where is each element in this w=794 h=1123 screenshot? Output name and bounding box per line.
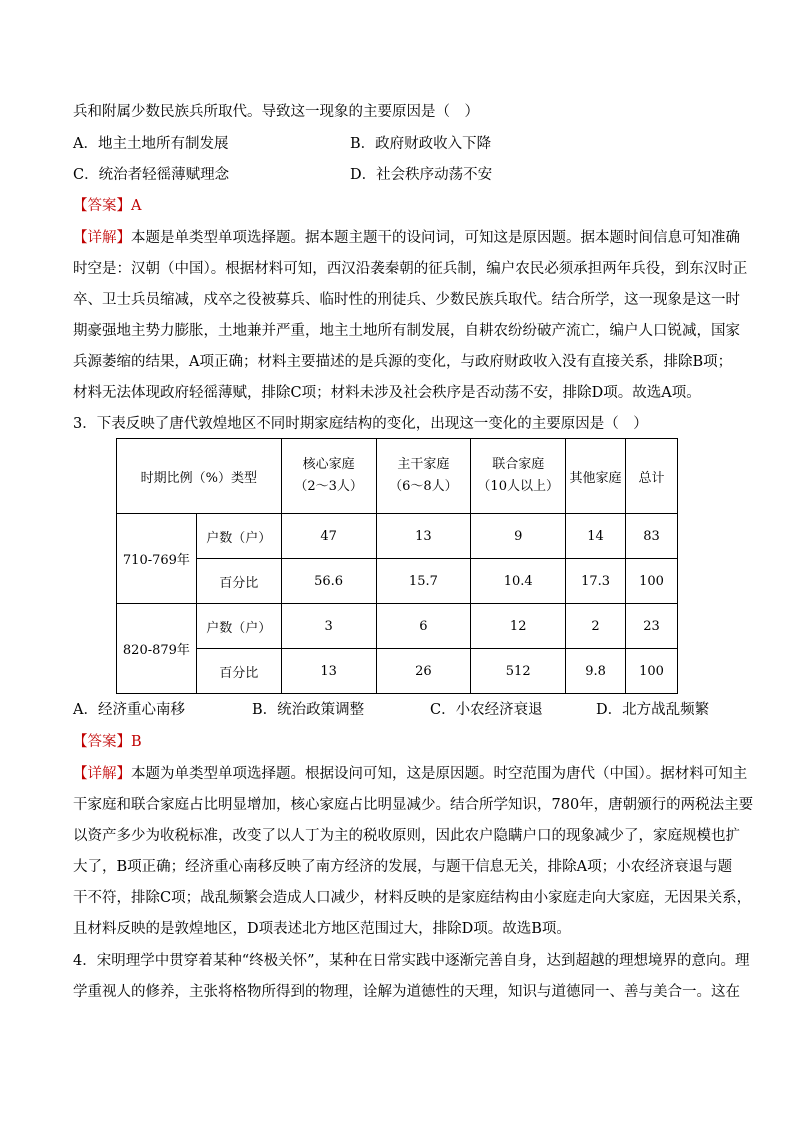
header-joint-family: 联合家庭 （10人以上） [471,439,566,514]
table-cell: 2 [566,604,626,649]
q3-detail-line-4: 大了，B项正确；经济重心南移反映了南方经济的发展，与题干信息无关，排除A项；小农经济衰退与题 [73,859,733,875]
q3-detail-label: 【详解】 [73,766,131,782]
q3-detail-line-1 [73,764,747,784]
q3-detail-text-1: 本题为单类型单项选择题。根据设问可知，这是原因题。时空范围为唐代（中国）。据材料可知主 [131,766,748,782]
q3-option-b: B．统治政策调整 [252,702,365,718]
table-cell: 100 [626,649,678,694]
table-cell: 15.7 [376,559,471,604]
row-label-cell: 户数（户） [196,514,281,559]
table-cell: 26 [376,649,471,694]
q2-detail-line-3: 卒、卫士兵员缩减，戍卒之役被募兵、临时性的刑徒兵、少数民族兵取代。结合所学，这一现象是这一时 [73,292,740,308]
q2-option-c: C．统治者轻徭薄赋理念 [73,167,230,183]
table-cell: 13 [281,649,376,694]
q2-detail-line-6: 材料无法体现政府轻徭薄赋，排除C项；材料未涉及社会秩序是否动荡不安，排除D项。故选A项。 [73,385,701,401]
period-cell: 710-769年 [117,514,197,604]
table-cell: 6 [376,604,471,649]
q2-detail-line-5: 兵源萎缩的结果，A项正确；材料主要描述的是兵源的变化，与政府财政收入没有直接关系，排除B项； [73,354,733,370]
q2-detail-line-4: 期豪强地主势力膨胀，土地兼并严重，地主土地所有制发展，自耕农纷纷破产流亡，编户人口锐减，国家 [73,323,740,339]
family-structure-table [116,438,678,694]
q3-detail-line-5: 干不符，排除C项；战乱频繁会造成人口减少，材料反映的是家庭结构由小家庭走向大家庭，无因果关系， [73,890,752,906]
table-cell: 512 [471,649,566,694]
q2-option-a: A．地主土地所有制发展 [73,136,229,152]
table-cell: 9 [471,514,566,559]
table-cell: 12 [471,604,566,649]
table-cell: 17.3 [566,559,626,604]
q4-stem-line-2: 学重视人的修养，主张将格物所得到的物理，诠解为道德性的天理，知识与道德同一、善与美合一。这在 [73,984,740,1000]
table-cell: 47 [281,514,376,559]
table-cell: 83 [626,514,678,559]
q2-option-d: D．社会秩序动荡不安 [350,167,493,183]
table-cell: 56.6 [281,559,376,604]
q4-stem-line-1: 4．宋明理学中贯穿着某种“终极关怀”，某种在日常实践中逐渐完善自身，达到超越的理想境界的意向。理 [73,953,750,969]
table-cell: 23 [626,604,678,649]
table-header-row [117,439,678,514]
row-label-cell: 百分比 [196,649,281,694]
q2-detail-line-2: 时空是：汉朝（中国）。根据材料可知，西汉沿袭秦朝的征兵制，编户农民必须承担两年兵役，到东汉时正 [73,261,748,277]
period-cell: 820-879年 [117,604,197,694]
row-label-cell: 百分比 [196,559,281,604]
q2-stem-tail: 兵和附属少数民族兵所取代。导致这一现象的主要原因是（ ） [73,104,479,120]
q3-answer: 【答案】B [73,734,142,750]
table-cell: 14 [566,514,626,559]
q3-option-c: C．小农经济衰退 [430,702,543,718]
table-cell: 3 [281,604,376,649]
q2-answer: 【答案】A [73,198,142,214]
q3-stem: 3．下表反映了唐代敦煌地区不同时期家庭结构的变化，出现这一变化的主要原因是（ ） [73,416,648,432]
q2-option-b: B．政府财政收入下降 [350,136,492,152]
table-corner-cell: 时期比例（%）类型 [117,439,282,514]
header-nuclear: 核心家庭 （2～3人） [281,439,376,514]
q3-detail-line-6: 且材料反映的是敦煌地区，D项表述北方地区范围过大，排除D项。故选B项。 [73,921,571,937]
q2-detail-text-1: 本题是单类型单项选择题。据本题主题干的设问词，可知这是原因题。据本题时间信息可知准确 [131,230,740,246]
q3-detail-line-3: 以资产多少为收税标准，改变了以人丁为主的税收原则，因此农户隐瞒户口的现象减少了，家庭规模也扩 [73,828,740,844]
header-other-family: 其他家庭 [566,439,626,514]
table-row [117,649,678,694]
table-cell: 9.8 [566,649,626,694]
table-row [117,559,678,604]
header-stem-family: 主干家庭 （6～8人） [376,439,471,514]
row-label-cell: 户数（户） [196,604,281,649]
q3-option-d: D．北方战乱频繁 [596,702,710,718]
table-cell: 10.4 [471,559,566,604]
table-cell: 100 [626,559,678,604]
table-row [117,514,678,559]
table-row [117,604,678,649]
header-total: 总计 [626,439,678,514]
q2-detail-label: 【详解】 [73,230,131,246]
q2-detail-line-1 [73,228,740,248]
q3-detail-line-2: 干家庭和联合家庭占比明显增加，核心家庭占比明显减少。结合所学知识，780年，唐朝颁行的两税法主要 [73,797,754,813]
table-cell: 13 [376,514,471,559]
q3-option-a: A．经济重心南移 [73,702,185,718]
